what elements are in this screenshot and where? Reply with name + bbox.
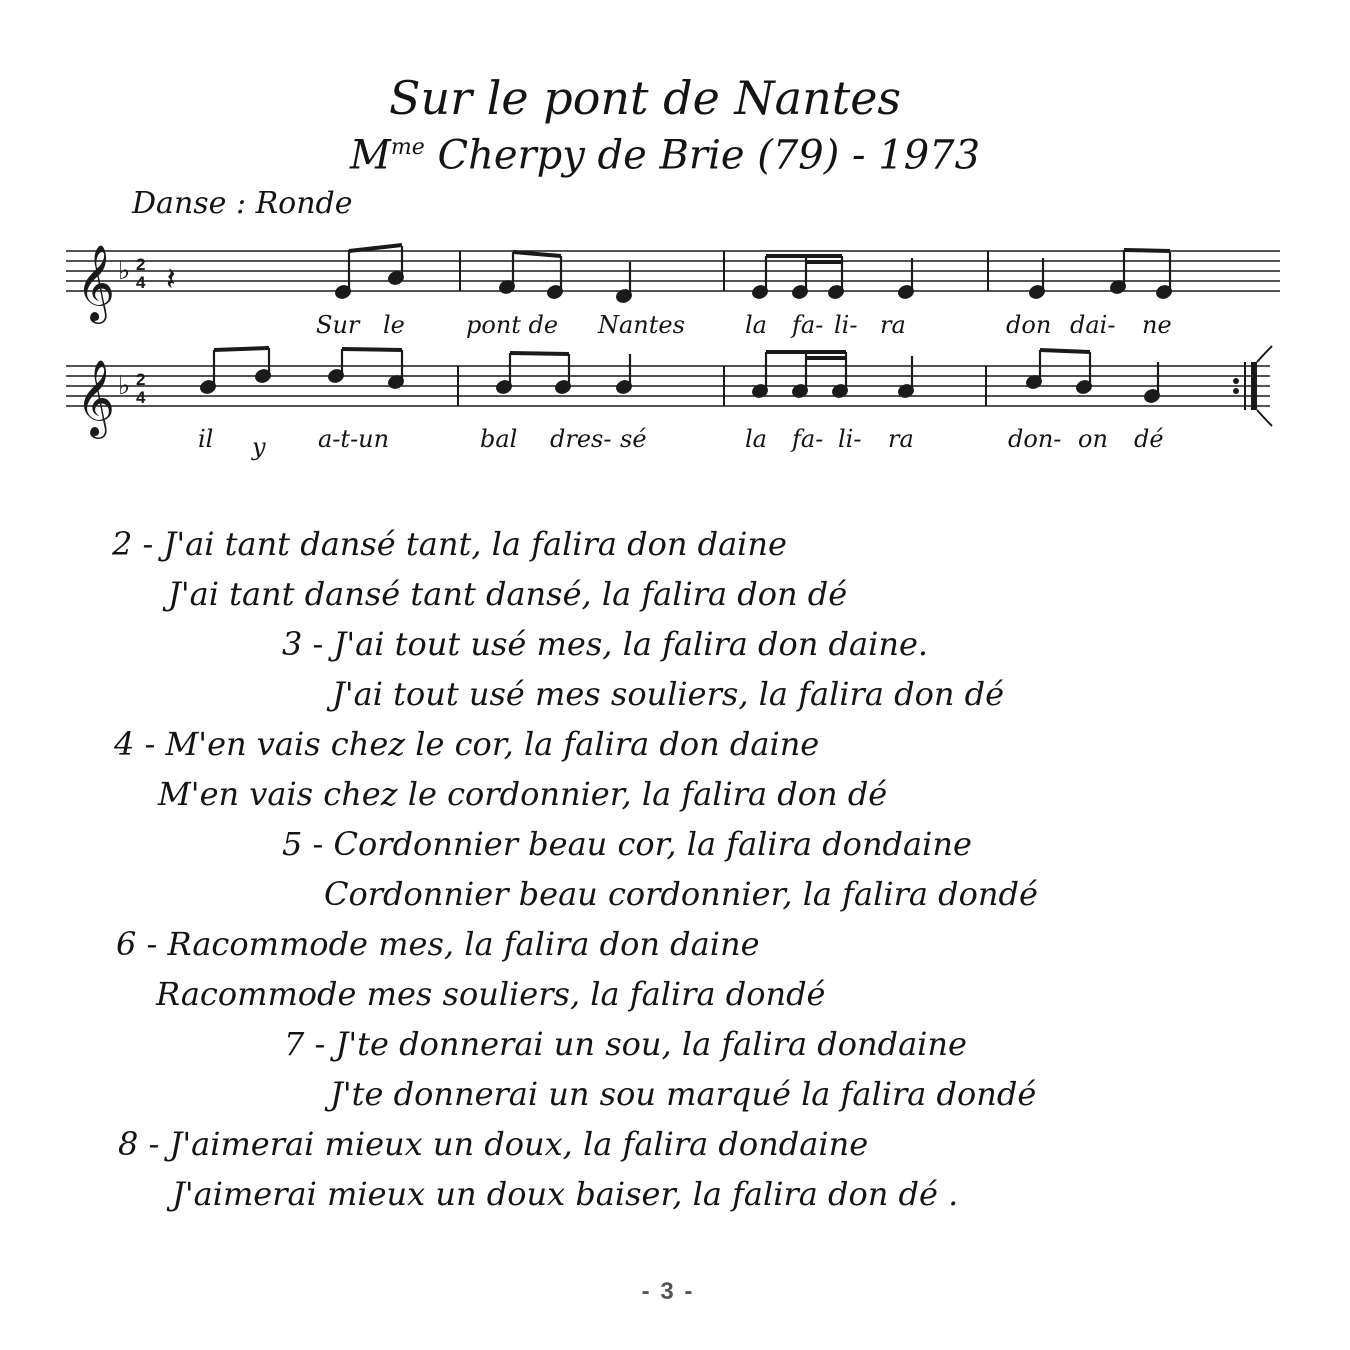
lyric-word: pont de	[466, 311, 559, 339]
time-sig-bottom: 4	[136, 388, 146, 407]
treble-clef-icon: 𝄞	[76, 359, 116, 436]
page-number: - 3 -	[641, 1278, 695, 1305]
verse-line: Racommode mes souliers, la falira dondé	[156, 975, 826, 1013]
lyric-word: li-	[838, 425, 862, 453]
lyric-word: bal	[480, 425, 518, 453]
lyric-word: dé	[1134, 425, 1164, 453]
lyric-word: le	[383, 311, 405, 339]
lyric-word: Nantes	[598, 311, 685, 339]
lyric-word: fa-	[792, 311, 824, 339]
verse-line: 2 - J'ai tant dansé tant, la falira don daine	[112, 525, 787, 563]
lyric-word: on	[1078, 425, 1108, 453]
verse-line: J'ai tant dansé tant dansé, la falira don dé	[168, 575, 848, 613]
dance-type: Danse : Ronde	[132, 186, 353, 221]
verse-line: J'ai tout usé mes souliers, la falira don dé	[332, 675, 1005, 713]
lyric-word: a-t-un	[318, 425, 390, 453]
lyric-word: sé	[620, 425, 647, 453]
time-sig-bottom: 4	[136, 273, 146, 292]
flat-icon: ♭	[118, 256, 131, 286]
flat-icon: ♭	[118, 371, 131, 401]
verse-line: 3 - J'ai tout usé mes, la falira don daine.	[282, 625, 929, 663]
source-prefix: M	[349, 132, 391, 179]
lyric-word: Sur	[316, 311, 360, 339]
source-sup: me	[390, 135, 425, 160]
verse-line: 8 - J'aimerai mieux un doux, la falira dondaine	[118, 1125, 869, 1163]
verse-line: 6 - Racommode mes, la falira don daine	[116, 925, 760, 963]
verse-line: J'aimerai mieux un doux baiser, la falira don dé .	[172, 1175, 959, 1213]
verse-line: M'en vais chez le cordonnier, la falira don dé	[158, 775, 888, 813]
lyric-word: don	[1006, 311, 1052, 339]
treble-clef-icon: 𝄞	[76, 244, 116, 321]
music-score	[0, 0, 1350, 470]
lyric-word: don-	[1008, 425, 1062, 453]
lyric-word: dai-	[1070, 311, 1116, 339]
lyric-word: la	[745, 425, 767, 453]
source-rest: Cherpy de Brie (79) - 1973	[424, 132, 981, 179]
lyric-word: ne	[1142, 311, 1172, 339]
verse-line: 4 - M'en vais chez le cor, la falira don daine	[114, 725, 820, 763]
lyric-word: dres-	[550, 425, 612, 453]
time-sig-top: 2	[136, 370, 146, 389]
lyric-word: li-	[834, 311, 858, 339]
song-title: Sur le pont de Nantes	[388, 71, 902, 125]
lyric-word: fa-	[792, 425, 824, 453]
verse-line: 5 - Cordonnier beau cor, la falira dondaine	[282, 825, 972, 863]
lyric-word: il	[198, 425, 214, 453]
verse-line: 7 - J'te donnerai un sou, la falira dondaine	[284, 1025, 967, 1063]
verse-line: Cordonnier beau cordonnier, la falira dondé	[324, 875, 1038, 913]
lyric-word: ra	[880, 311, 906, 339]
time-sig-top: 2	[136, 255, 146, 274]
lyric-word: ra	[888, 425, 914, 453]
quarter-rest-icon: 𝄽	[166, 260, 176, 298]
lyric-word: la	[745, 311, 767, 339]
lyric-word: y	[252, 433, 266, 461]
verse-line: J'te donnerai un sou marqué la falira dondé	[330, 1075, 1037, 1113]
